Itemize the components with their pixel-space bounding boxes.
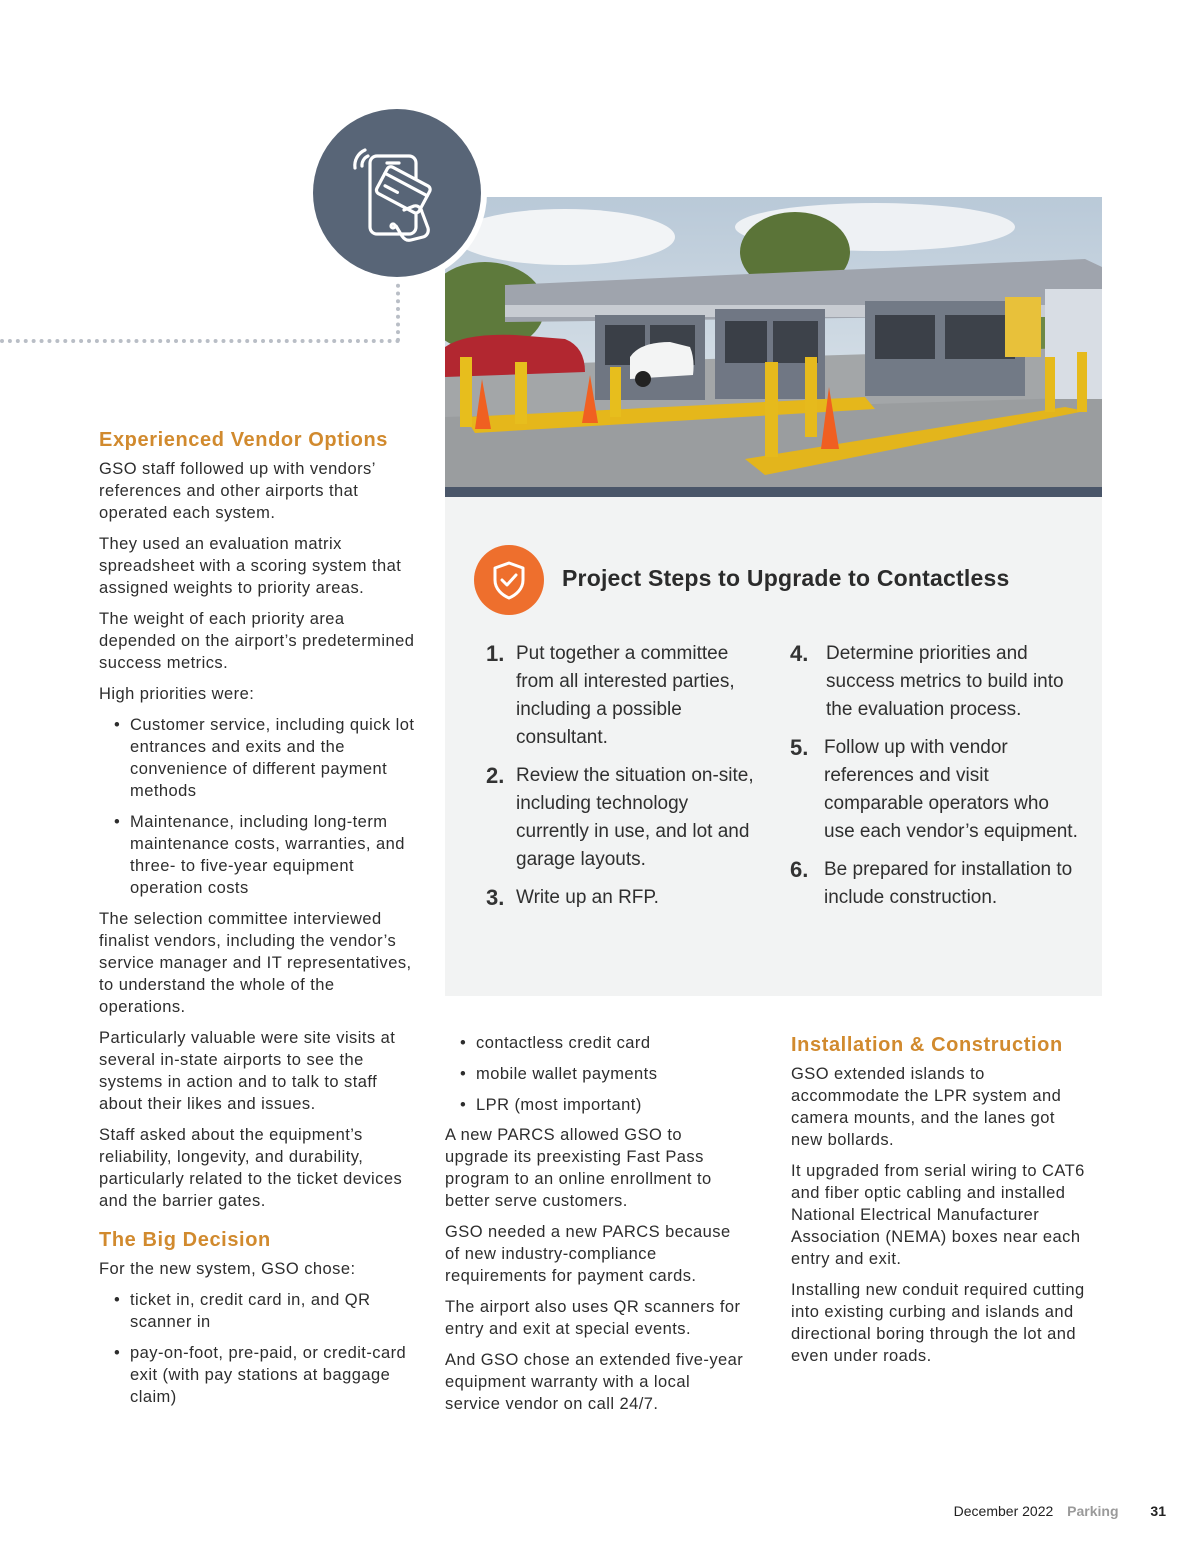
paragraph: The airport also uses QR scanners for entry and exit at special events. xyxy=(445,1298,741,1338)
photo-accent-bar xyxy=(445,487,1102,497)
step-3 xyxy=(486,884,766,912)
paragraph: And GSO chose an extended five-year equipment warranty with a local service vendor on call 24/7. xyxy=(445,1351,744,1413)
paragraph: GSO extended islands to accommodate the LPR system and camera mounts, and the lanes got new bollards. xyxy=(791,1065,1062,1149)
paragraph: Staff asked about the equipment’s reliability, longevity, and durability, particularly related to the ticket devices and the barrier gates. xyxy=(99,1126,403,1210)
right-column xyxy=(791,1033,1091,1376)
steps-column-left xyxy=(486,640,766,912)
list-item: • LPR (most important) xyxy=(445,1094,750,1116)
step-number: 1. xyxy=(486,641,505,666)
paragraph: High priorities were: xyxy=(99,685,255,703)
contactless-phone-card-icon xyxy=(313,109,481,277)
list-item: • Customer service, including quick lot entrances and exits and the convenience of different payment methods xyxy=(99,714,417,802)
middle-column xyxy=(445,1032,750,1424)
section-heading-vendor-options: Experienced Vendor Options xyxy=(99,429,388,451)
step-number: 4. xyxy=(790,641,809,666)
paragraph: GSO staff followed up with vendors’ references and other airports that operated each system. xyxy=(99,460,376,522)
step-text: Determine priorities and success metrics to build into the evaluation process. xyxy=(826,643,1064,720)
magazine-name: Parking xyxy=(1067,1503,1119,1519)
parking-plaza-photo xyxy=(445,197,1102,487)
chosen-features-list-continued xyxy=(445,1032,750,1116)
step-5 xyxy=(790,734,1080,846)
step-text: Follow up with vendor references and visit comparable operators who use each vendor’s equipment. xyxy=(824,737,1078,842)
list-item: • contactless credit card xyxy=(445,1032,750,1054)
step-number: 3. xyxy=(486,885,505,910)
list-item: • ticket in, credit card in, and QR scanner in xyxy=(99,1289,417,1333)
paragraph: GSO needed a new PARCS because of new industry-compliance requirements for payment cards. xyxy=(445,1223,731,1285)
paragraph: Installing new conduit required cutting into existing curbing and islands and directional boring through the lot and even under roads. xyxy=(791,1281,1085,1365)
step-text: Review the situation on-site, including technology currently in use, and lot and garage layouts. xyxy=(516,765,754,870)
step-number: 2. xyxy=(486,763,505,788)
page-number: 31 xyxy=(1150,1503,1166,1519)
project-steps-title: Project Steps to Upgrade to Contactless xyxy=(562,565,1010,591)
step-1 xyxy=(486,640,766,752)
section-heading-installation: Installation & Construction xyxy=(791,1034,1063,1056)
step-text: Be prepared for installation to include construction. xyxy=(824,859,1073,908)
paragraph: For the new system, GSO chose: xyxy=(99,1260,356,1278)
list-item: • Maintenance, including long-term maintenance costs, warranties, and three- to five-year equipment operation costs xyxy=(99,811,417,899)
shield-check-icon xyxy=(474,545,544,615)
priority-list xyxy=(99,714,417,899)
paragraph: Particularly valuable were site visits at several in-state airports to see the systems in action and to talk to staff about their likes and issues. xyxy=(99,1029,396,1113)
step-text: Write up an RFP. xyxy=(516,887,659,908)
paragraph: They used an evaluation matrix spreadsheet with a scoring system that assigned weights to priority areas. xyxy=(99,535,402,597)
issue-date: December 2022 xyxy=(953,1503,1054,1519)
dotted-connector-horizontal xyxy=(0,339,400,343)
left-column xyxy=(99,428,417,1417)
steps-column-right xyxy=(790,640,1080,912)
paragraph: A new PARCS allowed GSO to upgrade its preexisting Fast Pass program to an online enrollment to better serve customers. xyxy=(445,1126,712,1210)
step-6 xyxy=(790,856,1080,912)
step-4 xyxy=(790,640,1080,724)
paragraph: It upgraded from serial wiring to CAT6 and fiber optic cabling and installed National Electrical Manufacturer Association (NEMA) boxes near each entry and exit. xyxy=(791,1162,1085,1268)
list-item: • mobile wallet payments xyxy=(445,1063,750,1085)
step-number: 5. xyxy=(790,735,809,760)
step-2 xyxy=(486,762,766,874)
step-number: 6. xyxy=(790,857,809,882)
paragraph: The selection committee interviewed finalist vendors, including the vendor’s service manager and IT representatives, to understand the whole of the operations. xyxy=(99,910,412,1016)
dotted-connector-vertical xyxy=(396,276,400,342)
paragraph: The weight of each priority area depended on the airport’s predetermined success metrics. xyxy=(99,610,415,672)
list-item: • pay-on-foot, pre-paid, or credit-card exit (with pay stations at baggage claim) xyxy=(99,1342,417,1408)
page-footer xyxy=(954,1503,1166,1519)
step-text: Put together a committee from all interested parties, including a possible consultant. xyxy=(516,643,735,748)
section-heading-big-decision: The Big Decision xyxy=(99,1229,271,1251)
chosen-features-list xyxy=(99,1289,417,1408)
